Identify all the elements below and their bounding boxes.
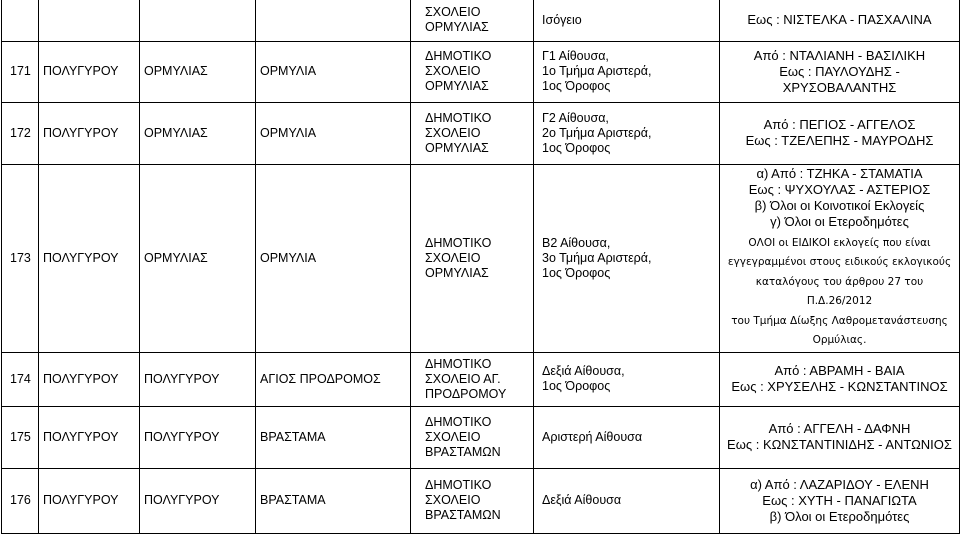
range-cell [720,0,960,41]
school-cell [411,352,534,406]
school-line: ΒΡΑΣΤΑΜΩΝ [425,444,501,459]
room-cell [534,468,720,533]
school-line: ΣΧΟΛΕΙΟ [425,5,481,20]
range-line: γ) Όλοι οι Ετεροδημότες [770,213,909,229]
num-cell [2,0,39,41]
school-line: ΟΡΜΥΛΙΑΣ [425,140,489,155]
range-line: α) Από : ΤΖΗΚΑ - ΣΤΑΜΑΤΙΑ [756,165,923,181]
school-line: ΔΗΜΟΤΙΚΟ [425,235,492,250]
municipality-cell [39,0,140,41]
unit-cell: ΟΡΜΥΛΙΑΣ [140,164,256,352]
room-line: 1ος Όροφος [542,79,611,93]
room-line: Ισόγειο [542,12,582,27]
room-cell [534,102,720,164]
room-line: Αριστερή Αίθουσα [542,429,643,444]
table-row [2,41,960,102]
school-line: ΣΧΟΛΕΙΟ [425,429,481,444]
community-cell [256,0,411,41]
school-line: ΔΗΜΟΤΙΚΟ [425,414,492,429]
range-line: Εως : ΧΡΥΣΕΛΗΣ - ΚΩΝΣΤΑΝΤΙΝΟΣ [731,379,948,394]
num-cell: 175 [2,406,39,468]
range-cell [720,406,960,468]
note-line: εγγεγραμμένοι στους ειδικούς εκλογικούς [727,256,952,268]
num-cell: 172 [2,102,39,164]
range-line: α) Από : ΛΑΖΑΡΙΔΟΥ - ΕΛΕΝΗ [750,476,929,492]
school-line: ΣΧΟΛΕΙΟ [425,125,481,140]
special-voters-note [724,234,955,351]
school-line: ΣΧΟΛΕΙΟ ΑΓ. [425,371,501,386]
municipality-cell: ΠΟΛΥΓΥΡΟΥ [39,102,140,164]
school-line: ΣΧΟΛΕΙΟ [425,64,481,78]
num-cell: 176 [2,468,39,533]
note-line: ΟΛΟΙ οι ΕΙΔΙΚΟΙ εκλογείς που είναι [748,236,931,249]
school-line: ΔΗΜΟΤΙΚΟ [425,356,492,371]
note-line: του Τμήμα Δίωξης Λαθρομετανάστευσης [731,314,948,327]
range-line: Από : ΠΕΓΙΟΣ - ΑΓΓΕΛΟΣ [763,117,916,132]
range-cell [720,352,960,406]
community-cell: ΒΡΑΣΤΑΜΑ [256,468,411,533]
school-cell [411,406,534,468]
room-line: Γ2 Αίθουσα, [542,110,609,125]
school-line: ΣΧΟΛΕΙΟ [425,250,481,265]
school-cell [411,41,534,102]
school-line: ΔΗΜΟΤΙΚΟ [425,478,492,492]
note-line: Ορμύλιας. [812,334,867,346]
table-row [2,164,960,352]
room-line: 2ο Τμήμα Αριστερά, [542,125,652,140]
room-cell [534,164,720,352]
school-line: ΟΡΜΥΛΙΑΣ [425,79,489,93]
room-line: Δεξιά Αίθουσα [542,493,622,507]
range-cell [720,102,960,164]
num-cell: 171 [2,41,39,102]
school-cell [411,468,534,533]
range-line: Από : ΝΤΑΛΙΑΝΗ - ΒΑΣΙΛΙΚΗ [753,47,926,63]
note-line: καταλόγους του άρθρου 27 του Π.Δ.26/2012 [755,275,924,307]
municipality-cell: ΠΟΛΥΓΥΡΟΥ [39,164,140,352]
range-line: Εως : ΧΥΤΗ - ΠΑΝΑΓΙΩΤΑ [762,492,917,508]
municipality-cell: ΠΟΛΥΓΥΡΟΥ [39,468,140,533]
num-cell: 173 [2,164,39,352]
school-line: ΟΡΜΥΛΙΑΣ [425,20,489,35]
room-line: 1ος Όροφος [542,379,611,393]
range-line: Εως : ΨΥΧΟΥΛΑΣ - ΑΣΤΕΡΙΟΣ [748,181,931,197]
room-cell [534,41,720,102]
table-row [2,468,960,533]
room-line: 3ο Τμήμα Αριστερά, [542,250,652,265]
school-cell [411,0,534,41]
range-cell [720,468,960,533]
unit-cell: ΟΡΜΥΛΙΑΣ [140,102,256,164]
school-line: ΠΡΟΔΡΟΜΟΥ [425,386,507,401]
polling-stations-table [1,0,960,534]
range-line: β) Όλοι οι Κοινοτικοί Εκλογείς [754,197,925,213]
room-cell [534,406,720,468]
range-line: Εως : ΤΖΕΛΕΠΗΣ - ΜΑΥΡΟΔΗΣ [745,133,934,148]
room-line: 1ος Όροφος [542,265,611,280]
unit-cell: ΠΟΛΥΓΥΡΟΥ [140,406,256,468]
room-line: 1ο Τμήμα Αριστερά, [542,64,652,78]
unit-cell: ΠΟΛΥΓΥΡΟΥ [140,468,256,533]
school-line: ΔΗΜΟΤΙΚΟ [425,110,492,125]
community-cell: ΟΡΜΥΛΙΑ [256,41,411,102]
unit-cell [140,0,256,41]
school-cell [411,102,534,164]
table-row [2,102,960,164]
range-line: Από : ΑΒΡΑΜΗ - ΒΑΙΑ [774,363,905,378]
school-line: ΟΡΜΥΛΙΑΣ [425,265,489,280]
school-line: ΔΗΜΟΤΙΚΟ [425,49,492,63]
room-cell [534,0,720,41]
range-line: Εως : ΠΑΥΛΟΥΔΗΣ - ΧΡΥΣΟΒΑΛΑΝΤΗΣ [779,63,900,95]
community-cell: ΑΓΙΟΣ ΠΡΟΔΡΟΜΟΣ [256,352,411,406]
municipality-cell: ΠΟΛΥΓΥΡΟΥ [39,352,140,406]
range-line: Εως : ΚΩΝΣΤΑΝΤΙΝΙΔΗΣ - ΑΝΤΩΝΙΟΣ [727,437,952,452]
community-cell: ΟΡΜΥΛΙΑ [256,102,411,164]
room-line: 1ος Όροφος [542,140,611,155]
room-cell [534,352,720,406]
range-line: β) Όλοι οι Ετεροδημότες [769,508,910,524]
school-cell [411,164,534,352]
school-line: ΒΡΑΣΤΑΜΩΝ [425,508,501,522]
municipality-cell: ΠΟΛΥΓΥΡΟΥ [39,406,140,468]
table-row [2,406,960,468]
table-row [2,0,960,41]
community-cell: ΟΡΜΥΛΙΑ [256,164,411,352]
unit-cell: ΟΡΜΥΛΙΑΣ [140,41,256,102]
range-cell [720,41,960,102]
range-line: Εως : ΝΙΣΤΕΛΚΑ - ΠΑΣΧΑΛΙΝΑ [747,12,932,28]
room-line: Β2 Αίθουσα, [542,235,611,250]
unit-cell: ΠΟΛΥΓΥΡΟΥ [140,352,256,406]
room-line: Γ1 Αίθουσα, [542,49,609,63]
school-line: ΣΧΟΛΕΙΟ [425,493,481,507]
room-line: Δεξιά Αίθουσα, [542,364,625,378]
community-cell: ΒΡΑΣΤΑΜΑ [256,406,411,468]
num-cell: 174 [2,352,39,406]
range-line: Από : ΑΓΓΕΛΗ - ΔΑΦΝΗ [768,421,911,436]
municipality-cell: ΠΟΛΥΓΥΡΟΥ [39,41,140,102]
range-cell [720,164,960,352]
table-row [2,352,960,406]
